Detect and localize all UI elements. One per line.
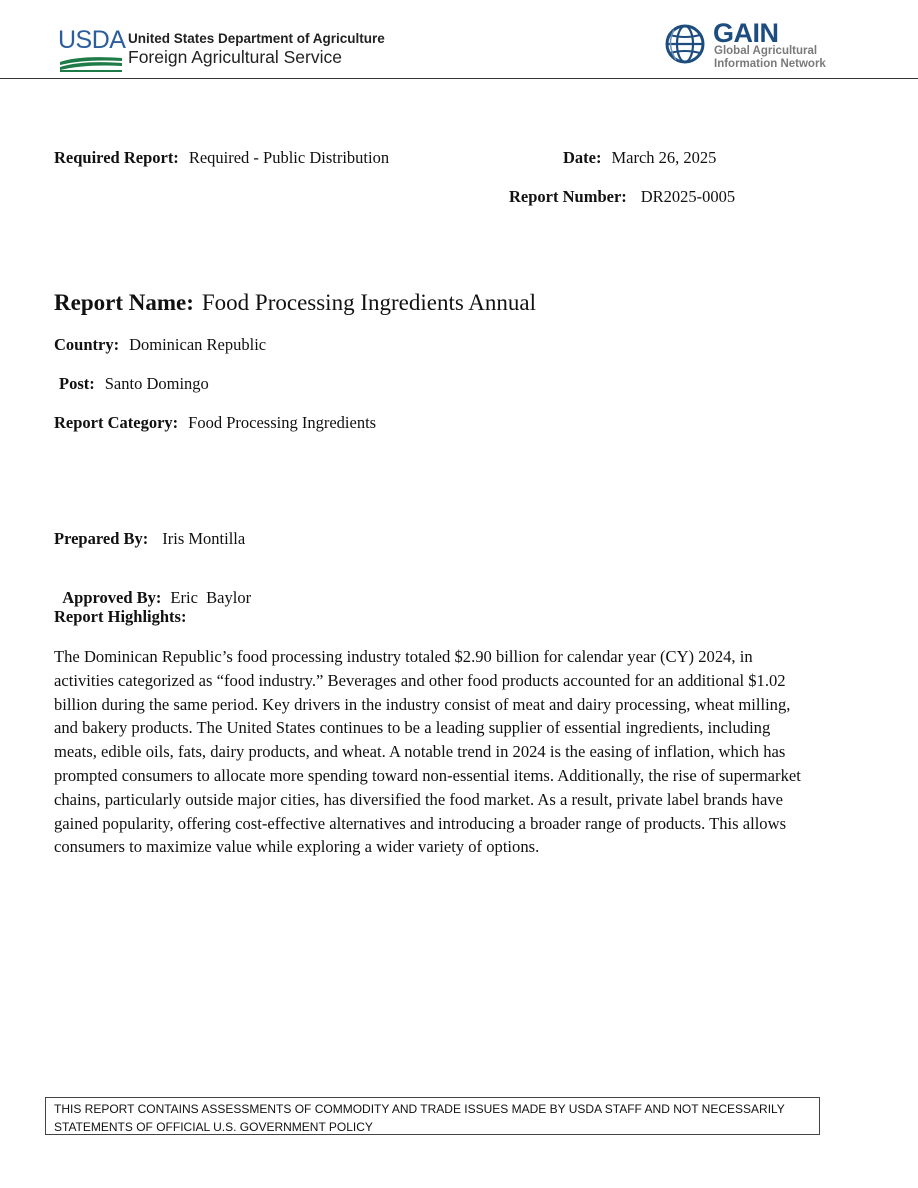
gain-subtitle-line1: Global Agricultural — [714, 45, 818, 57]
usda-wordmark: USDA — [58, 26, 126, 54]
date-field — [563, 148, 716, 168]
header-divider — [0, 78, 918, 79]
post-field — [59, 374, 209, 394]
gain-logo — [664, 20, 864, 76]
country-label: Country: — [54, 335, 120, 354]
report-category-value: Food Processing Ingredients — [188, 413, 377, 432]
usda-service-name: Foreign Agricultural Service — [128, 47, 342, 67]
prepared-by-value: Iris Montilla — [162, 529, 246, 548]
report-category-label: Report Category: — [54, 413, 179, 432]
globe-icon — [664, 24, 706, 64]
report-highlights-label: Report Highlights: — [54, 607, 187, 626]
gain-wordmark: GAIN — [713, 18, 779, 48]
report-number-value: DR2025-0005 — [640, 187, 736, 206]
report-name-field — [54, 289, 536, 317]
required-report-value: Required - Public Distribution — [188, 148, 390, 167]
post-label: Post: — [59, 374, 95, 393]
report-name-value: Food Processing Ingredients Annual — [201, 290, 536, 315]
report-highlights-text: The Dominican Republic’s food processing industry totaled $2.90 billion for calendar year (CY) 2024, in activities categorized as “food industry.” Beverages and other food products accounted for an additional $1.02 billion during the same period. Key drivers in the industry consist of meat and dairy processing, wheat milling, and bakery products. The United States continues to be a leading supplier of essential ingredients, including meats, edible oils, fats, dairy products, and wheat. A notable trend in 2024 is the easing of inflation, which has prompted consumers to allocate more spending toward non-essential items. Additionally, the rise of supermarket chains, particularly outside major cities, has diversified the food market. As a result, private label brands have gained popularity, offering cost-effective alternatives and introducing a broader range of products. This allows consumers to maximize value while exploring a wider variety of options. — [54, 647, 801, 857]
usda-department-name: United States Department of Agriculture — [128, 31, 385, 46]
approved-by-label: Approved By: — [62, 588, 162, 607]
report-category-field — [54, 413, 376, 433]
prepared-by-field — [54, 529, 245, 549]
country-value: Dominican Republic — [129, 335, 267, 354]
usda-logo — [58, 28, 398, 74]
report-number-label: Report Number: — [509, 187, 627, 206]
report-name-label: Report Name: — [54, 290, 194, 315]
report-number-field — [509, 187, 735, 207]
gain-subtitle-line2: Information Network — [714, 58, 826, 70]
approved-by-value: Eric Baylor — [170, 588, 252, 607]
required-report-field — [54, 148, 389, 168]
usda-stripes-icon — [60, 56, 122, 72]
date-label: Date: — [563, 148, 602, 167]
prepared-by-label: Prepared By: — [54, 529, 149, 548]
required-report-label: Required Report: — [54, 148, 179, 167]
post-value: Santo Domingo — [104, 374, 209, 393]
date-value: March 26, 2025 — [611, 148, 717, 167]
policy-disclaimer: THIS REPORT CONTAINS ASSESSMENTS OF COMMODITY AND TRADE ISSUES MADE BY USDA STAFF AND NOT NECESSARILY STATEMENTS OF OFFICIAL U.S. GOVERNMENT POLICY — [45, 1097, 820, 1135]
report-highlights-heading — [54, 607, 186, 627]
country-field — [54, 335, 266, 355]
approved-by-field — [54, 568, 251, 608]
